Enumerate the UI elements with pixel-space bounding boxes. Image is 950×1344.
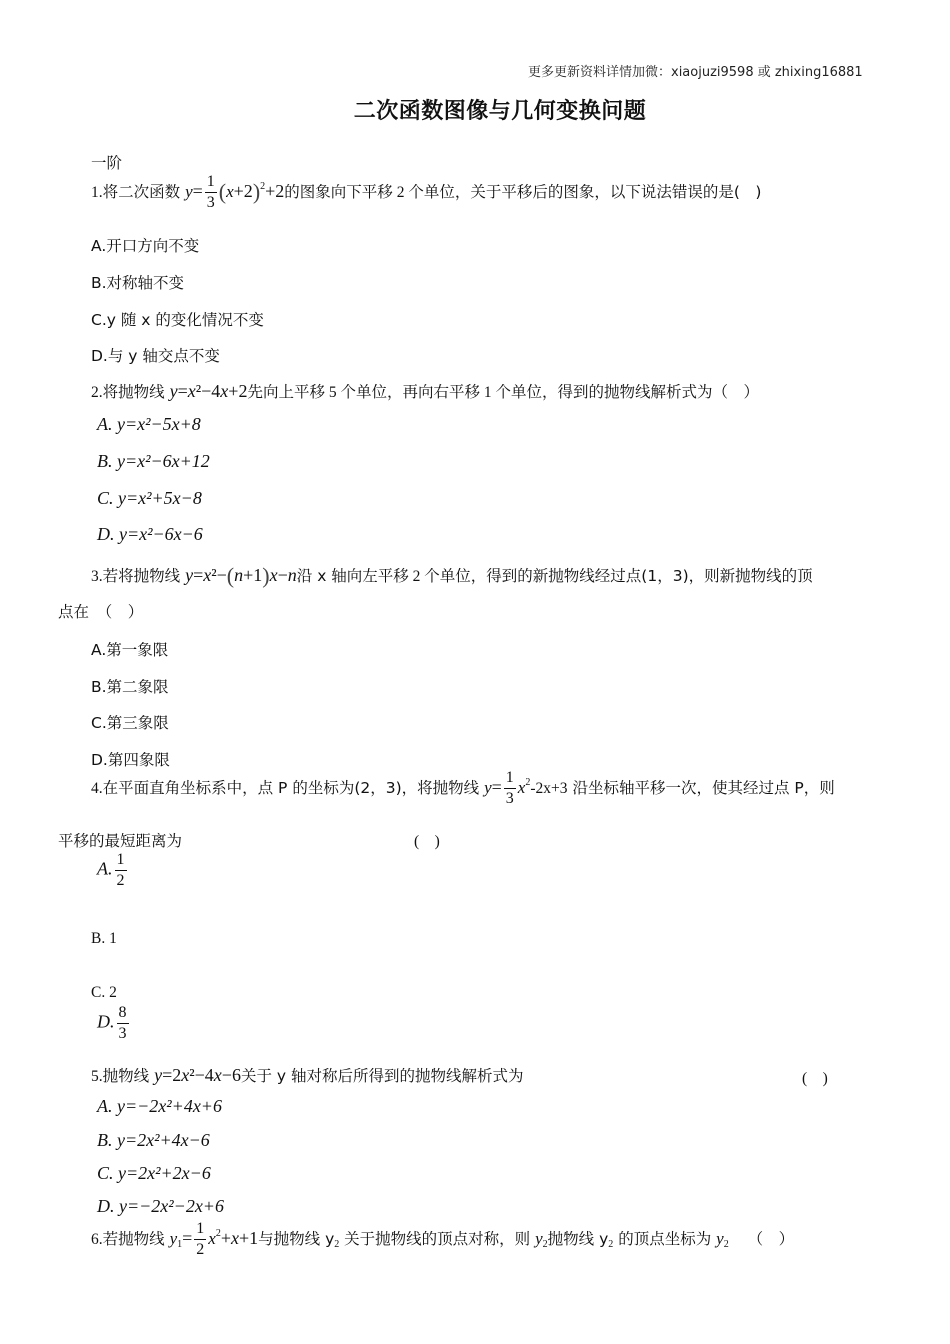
q2-option-b: B. y=x²−6x+12 [97,451,210,471]
q3-option-b: B.第二象限 [91,678,169,696]
q1-option-a: A.开口方向不变 [91,237,200,255]
q4-option-d: D. $\frac{8}{3}$ [97,1004,127,1042]
q5-option-d: D. y=−2x²−2x+6 [97,1196,224,1216]
q5-option-a: A. y=−2x²+4x+6 [97,1096,222,1116]
q2-option-c: C. y=x²+5x−8 [97,488,202,508]
q4-option-b: B. 1 [91,930,117,947]
q4-option-c: C. 2 [91,984,117,1001]
q3-option-c: C.第三象限 [91,714,169,732]
q5-option-c: C. y=2x²+2x−6 [97,1163,211,1183]
header-note: 更多更新资料详情加微：xiaojuzi9598 或 zhixing16881 [528,65,863,80]
question-2: 2.将抛物线 y=x²−4x+2先向上平移 5 个单位，再向右平移 1 个单位，得到的抛物线解析式为（ ） [91,381,759,401]
question-4: 4.在平面直角坐标系中，点 P 的坐标为(2，3)，将抛物线 y= $\frac{1}{3}$ $x^2-2x+3$ 沿坐标轴平移一次，使其经过点 P，则 [91,769,835,807]
question-6: 6.若抛物线 $y_1=$ $\frac{1}{2}$ $x^2+x+1$与抛物线 $y_2$ 关于抛物线的顶点对称，则 $y_2$抛物线 $y_2$ 的顶点坐标为 $y_2$ （ ） [91,1220,795,1258]
question-5: 5.抛物线 y=2x²−4x−6关于 y 轴对称后所得到的抛物线解析式为 [91,1065,524,1085]
question-3: 3.若将抛物线 y=x²−(n+1)x−n沿 x 轴向左平移 2 个单位，得到的新抛物线经过点(1，3)，则新抛物线的顶 [91,563,813,588]
q1-option-c: C.y 随 x 的变化情况不变 [91,311,264,329]
q2-option-a: A. y=x²−5x+8 [97,414,201,434]
q5-option-b: B. y=2x²+4x−6 [97,1130,210,1150]
question-4-paren: ( ) [414,833,440,850]
q4-option-a: A. $\frac{1}{2}$ [97,851,125,889]
q2-option-d: D. y=x²−6x−6 [97,524,203,544]
question-1: 1.将二次函数 y= $\frac{1}{3}$ $(x+2)^2+2$的图象向下平移 2 个单位，关于平移后的图象，以下说法错误的是( ) [91,173,762,211]
question-4-line2: 平移的最短距离为 [58,832,183,850]
q1-option-b: B.对称轴不变 [91,274,185,292]
q3-option-a: A.第一象限 [91,641,169,659]
page-title: 二次函数图像与几何变换问题 [353,99,647,124]
question-5-paren: ( ) [802,1070,828,1087]
section-label: 一阶 [91,154,123,172]
q3-option-d: D.第四象限 [91,751,170,769]
question-3-line2: 点在 （ ） [58,603,144,621]
q1-option-d: D.与 y 轴交点不变 [91,347,220,365]
